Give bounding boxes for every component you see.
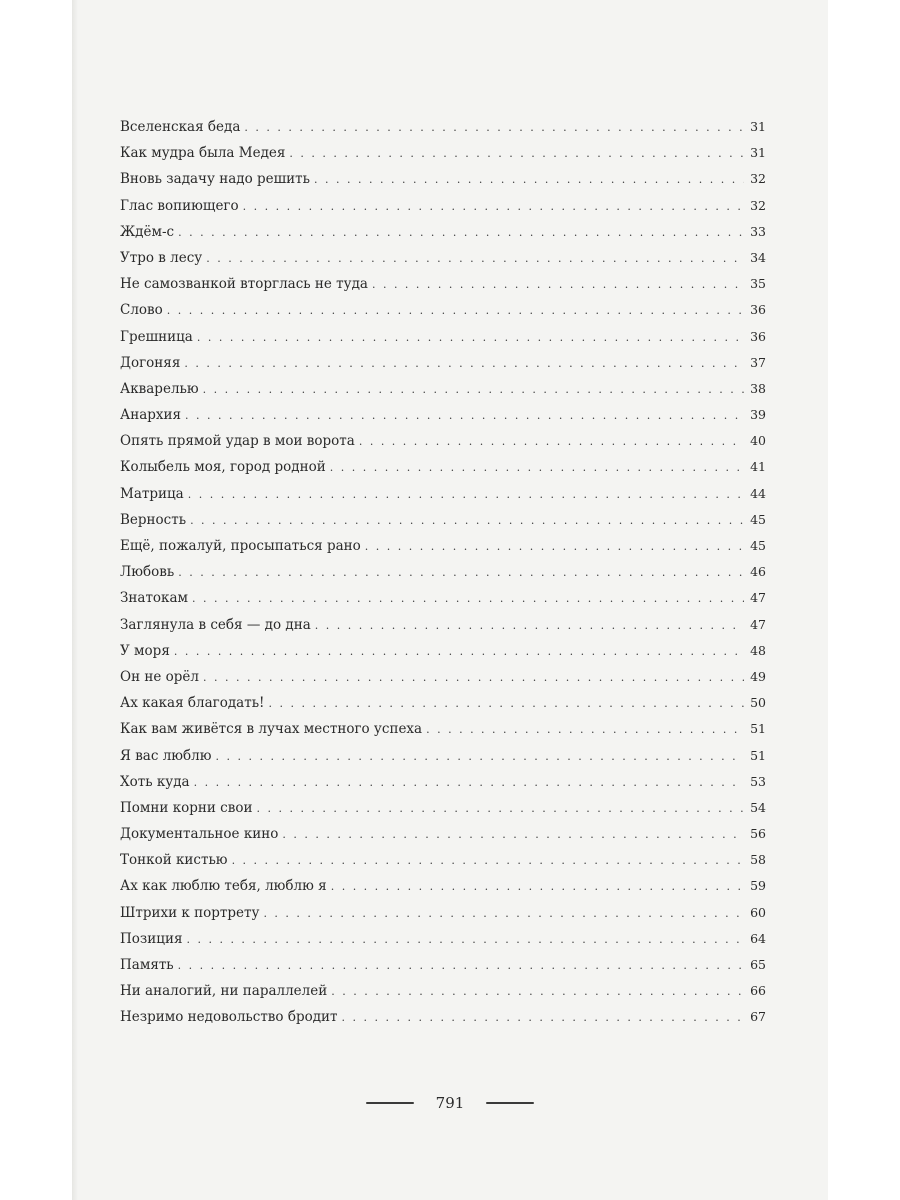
toc-entry-title: Хоть куда xyxy=(120,773,190,790)
toc-entry-page-number: 51 xyxy=(750,721,766,737)
toc-entry-title: Документальное кино xyxy=(120,826,279,843)
toc-entry-title: Вселенская беда xyxy=(120,119,241,135)
toc-entry-title: Заглянула в себя — до дна xyxy=(120,616,311,633)
toc-entry xyxy=(120,769,766,795)
toc-entry xyxy=(120,873,766,899)
dot-leader xyxy=(359,429,744,455)
toc-entry-page-number: 59 xyxy=(750,878,766,894)
toc-entry xyxy=(120,193,766,219)
table-of-contents xyxy=(120,114,766,1031)
toc-entry xyxy=(120,926,766,952)
toc-entry xyxy=(120,350,766,376)
dot-leader xyxy=(206,246,744,272)
toc-entry-page-number: 47 xyxy=(750,590,766,606)
toc-entry-page-number: 49 xyxy=(750,668,766,684)
dot-leader xyxy=(244,115,744,141)
toc-entry-page-number: 60 xyxy=(750,904,766,920)
toc-entry-title: Ещё, пожалуй, просыпаться рано xyxy=(120,538,361,554)
toc-entry-page-number: 35 xyxy=(750,276,766,292)
toc-entry-title: Верность xyxy=(120,511,187,528)
dot-leader xyxy=(315,613,744,639)
toc-entry xyxy=(120,716,766,742)
toc-entry-page-number: 58 xyxy=(750,852,766,868)
toc-entry-title: У моря xyxy=(120,642,170,659)
toc-entry xyxy=(120,245,766,271)
toc-entry-page-number: 54 xyxy=(750,799,766,815)
dot-leader xyxy=(282,822,744,848)
toc-entry xyxy=(120,297,766,323)
toc-entry-title: Утро в лесу xyxy=(120,249,203,266)
toc-entry-page-number: 32 xyxy=(750,171,766,187)
toc-entry-title: Колыбель моя, город родной xyxy=(120,459,326,476)
toc-entry xyxy=(120,847,766,873)
page-edge-shadow xyxy=(72,0,78,1200)
toc-entry-title: Незримо недовольство бродит xyxy=(120,1009,338,1026)
dot-leader xyxy=(192,586,744,612)
toc-entry-page-number: 50 xyxy=(750,695,766,711)
toc-entry-title: Знатокам xyxy=(120,590,189,607)
toc-entry-page-number: 67 xyxy=(750,1009,766,1025)
page-footer xyxy=(0,1094,900,1112)
dot-leader xyxy=(178,953,744,979)
dot-leader xyxy=(167,298,744,324)
toc-entry-page-number: 64 xyxy=(750,930,766,946)
toc-entry-page-number: 47 xyxy=(750,616,766,632)
toc-entry-title: Ждём-с xyxy=(120,223,175,240)
dot-leader xyxy=(289,141,744,167)
toc-entry-page-number: 39 xyxy=(750,407,766,423)
dot-leader xyxy=(243,194,744,220)
toc-entry xyxy=(120,428,766,454)
toc-entry xyxy=(120,900,766,926)
toc-entry xyxy=(120,952,766,978)
toc-entry xyxy=(120,821,766,847)
toc-entry xyxy=(120,1004,766,1030)
toc-entry-title: Вновь задачу надо решить xyxy=(120,171,310,188)
toc-entry-title: Штрихи к портрету xyxy=(120,904,260,921)
toc-entry-page-number: 31 xyxy=(750,145,766,161)
toc-entry-title: Глас вопиющего xyxy=(120,197,239,214)
toc-entry xyxy=(120,978,766,1004)
toc-entry xyxy=(120,507,766,533)
toc-entry-page-number: 53 xyxy=(750,773,766,789)
toc-entry-title: Любовь xyxy=(120,564,175,581)
dot-leader xyxy=(331,979,744,1005)
toc-entry-page-number: 41 xyxy=(750,459,766,475)
dot-leader xyxy=(178,220,744,246)
toc-entry xyxy=(120,219,766,245)
dot-leader xyxy=(426,717,744,743)
toc-entry-title: Я вас люблю xyxy=(120,747,212,764)
toc-entry-title: Акварелью xyxy=(120,380,199,397)
toc-entry-title: Анархия xyxy=(120,407,182,424)
dot-leader xyxy=(186,927,744,953)
toc-entry-page-number: 44 xyxy=(750,485,766,501)
toc-entry xyxy=(120,795,766,821)
toc-entry xyxy=(120,585,766,611)
toc-entry-title: Ах какая благодать! xyxy=(120,695,265,712)
toc-entry-page-number: 36 xyxy=(750,328,766,344)
toc-entry-title: Матрица xyxy=(120,485,184,502)
toc-entry-page-number: 45 xyxy=(750,538,766,553)
toc-entry xyxy=(120,271,766,297)
page-number: 791 xyxy=(435,1094,465,1112)
toc-entry xyxy=(120,114,766,140)
toc-entry-title: Помни корни свои xyxy=(120,799,253,816)
dot-leader xyxy=(256,796,744,822)
toc-entry-page-number: 38 xyxy=(750,380,766,396)
toc-entry xyxy=(120,140,766,166)
toc-entry-page-number: 37 xyxy=(750,354,766,370)
dot-leader xyxy=(184,351,744,377)
toc-entry-page-number: 32 xyxy=(750,197,766,213)
toc-entry-title: Опять прямой удар в мои ворота xyxy=(120,433,355,450)
footer-rule-right xyxy=(486,1102,534,1104)
toc-entry-title: Не самозванкой вторглась не туда xyxy=(120,276,368,293)
toc-entry-page-number: 45 xyxy=(750,511,766,527)
toc-entry-page-number: 36 xyxy=(750,302,766,318)
toc-entry-page-number: 33 xyxy=(750,223,766,239)
toc-entry xyxy=(120,324,766,350)
toc-entry xyxy=(120,481,766,507)
toc-entry-page-number: 31 xyxy=(750,119,766,134)
toc-entry-page-number: 56 xyxy=(750,826,766,842)
dot-leader xyxy=(331,874,744,900)
toc-entry xyxy=(120,402,766,428)
toc-entry-page-number: 34 xyxy=(750,249,766,265)
dot-leader xyxy=(194,770,744,796)
toc-entry xyxy=(120,376,766,402)
dot-leader xyxy=(178,560,744,586)
toc-entry-title: Слово xyxy=(120,302,163,319)
dot-leader xyxy=(232,848,744,874)
toc-entry xyxy=(120,533,766,559)
dot-leader xyxy=(342,1005,745,1031)
dot-leader xyxy=(372,272,744,298)
toc-entry-title: Позиция xyxy=(120,930,183,947)
toc-entry xyxy=(120,454,766,480)
toc-entry-page-number: 48 xyxy=(750,642,766,658)
toc-entry xyxy=(120,638,766,664)
dot-leader xyxy=(215,744,744,770)
toc-entry-title: Грешница xyxy=(120,328,193,345)
dot-leader xyxy=(330,455,744,481)
dot-leader xyxy=(188,482,744,508)
toc-entry-title: Тонкой кистью xyxy=(120,852,228,869)
toc-entry xyxy=(120,690,766,716)
dot-leader xyxy=(203,665,744,691)
toc-entry xyxy=(120,743,766,769)
toc-entry-page-number: 51 xyxy=(750,747,766,763)
toc-entry-page-number: 66 xyxy=(750,983,766,999)
dot-leader xyxy=(203,377,744,403)
toc-entry-page-number: 46 xyxy=(750,564,766,580)
toc-entry xyxy=(120,166,766,192)
footer-rule-left xyxy=(366,1102,414,1104)
toc-entry-page-number: 65 xyxy=(750,957,766,972)
dot-leader xyxy=(190,508,744,534)
toc-entry xyxy=(120,612,766,638)
toc-entry-title: Догоняя xyxy=(120,354,181,371)
toc-entry-title: Он не орёл xyxy=(120,668,199,685)
toc-entry-title: Память xyxy=(120,957,174,973)
toc-entry-title: Как мудра была Медея xyxy=(120,145,286,162)
dot-leader xyxy=(365,534,744,560)
dot-leader xyxy=(197,325,744,351)
toc-entry-title: Как вам живётся в лучах местного успеха xyxy=(120,721,423,738)
dot-leader xyxy=(174,639,744,665)
toc-entry-title: Ни аналогий, ни параллелей xyxy=(120,983,328,1000)
dot-leader xyxy=(185,403,744,429)
dot-leader xyxy=(268,691,744,717)
toc-entry xyxy=(120,559,766,585)
dot-leader xyxy=(263,901,744,927)
dot-leader xyxy=(314,167,744,193)
toc-entry-title: Ах как люблю тебя, люблю я xyxy=(120,878,327,895)
toc-entry-page-number: 40 xyxy=(750,433,766,449)
toc-entry xyxy=(120,664,766,690)
